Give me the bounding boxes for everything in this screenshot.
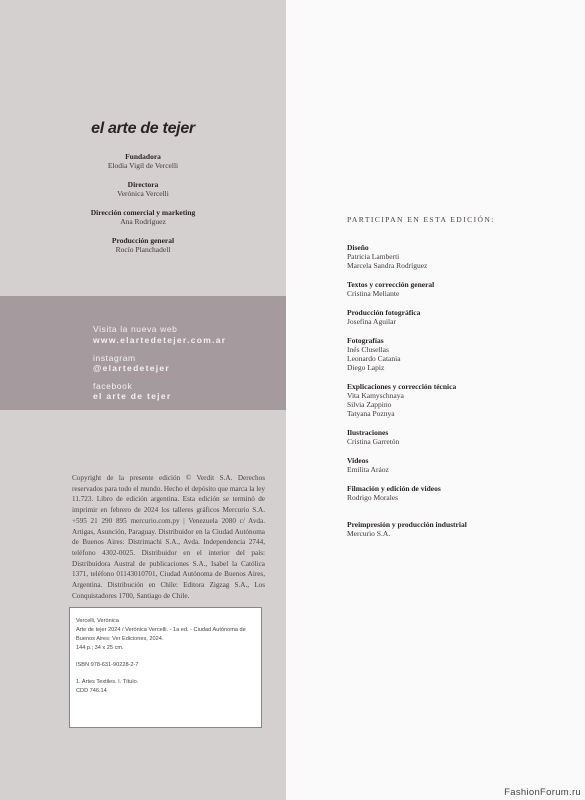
- watermark: FashionForum.ru: [504, 787, 581, 798]
- credit-name: Cristina Meliante: [347, 289, 400, 298]
- credit-group: [347, 456, 547, 474]
- staff-name: Ana Rodríguez: [120, 217, 166, 226]
- credit-name: Diego Lapiz: [347, 363, 385, 372]
- staff-role: Fundadora: [125, 152, 161, 161]
- instagram-handle[interactable]: @elartedetejer: [93, 363, 171, 373]
- catalog-line: Arte de tejer 2024 / Verónica Vercelli. - 1a ed. - Ciudad Autónoma de: [76, 627, 246, 633]
- staff-role: Directora: [127, 180, 159, 189]
- credit-name: Inés Clusellas: [347, 345, 389, 354]
- credit-group: [347, 428, 547, 446]
- credit-name: Silvia Zappino: [347, 400, 392, 409]
- staff-role: Producción general: [111, 236, 175, 245]
- credit-name: Josefina Aguilar: [347, 317, 396, 326]
- catalog-line: Buenos Aires: Ver Ediciones, 2024.: [76, 636, 164, 642]
- staff-group: [0, 236, 286, 254]
- credit-group: [347, 280, 547, 298]
- catalog-line: Vercelli, Verónica: [76, 618, 119, 624]
- staff-group: [0, 180, 286, 198]
- credit-role: Explicaciones y corrección técnica: [347, 382, 457, 391]
- web-label: Visita la nueva web: [93, 324, 178, 334]
- credit-name: Vita Kamyschnaya: [347, 391, 404, 400]
- credit-group: [347, 308, 547, 326]
- credit-role: Producción fotográfica: [347, 308, 421, 317]
- isbn: ISBN 978-631-90228-2-7: [76, 662, 139, 668]
- credit-group: [347, 243, 547, 270]
- credit-name: Emilita Aráoz: [347, 465, 389, 474]
- credit-role: Filmación y edición de videos: [347, 484, 441, 493]
- credit-name: Leonardo Catania: [347, 354, 401, 363]
- credit-role: Videos: [347, 456, 369, 465]
- catalog-card: [69, 607, 262, 728]
- credit-role: Textos y corrección general: [347, 280, 435, 289]
- credit-group: [347, 336, 547, 372]
- magazine-logo: el arte de tejer: [91, 120, 195, 137]
- credit-role: Preimpresión y producción industrial: [347, 520, 467, 529]
- facebook-name[interactable]: el arte de tejer: [93, 391, 172, 401]
- credits-list: [347, 243, 547, 548]
- facebook-label: facebook: [93, 381, 133, 391]
- participants-title: PARTICIPAN EN ESTA EDICIÓN:: [347, 215, 495, 224]
- left-panel: [0, 0, 286, 800]
- credit-group: [347, 520, 547, 538]
- credit-name: Marcela Sandra Rodríguez: [347, 261, 428, 270]
- staff-name: Elodia Vigil de Vercelli: [107, 161, 179, 170]
- credit-role: Fotografías: [347, 336, 384, 345]
- catalog-line: 1. Artes Textiles. I. Título.: [76, 679, 139, 685]
- staff-group: [0, 152, 286, 170]
- staff-group: [0, 208, 286, 226]
- credit-group: [347, 382, 547, 418]
- staff-name: Rocío Planchadell: [115, 245, 171, 254]
- social-band: [0, 296, 286, 410]
- credit-role: Ilustraciones: [347, 428, 389, 437]
- instagram-label: instagram: [93, 353, 136, 363]
- credit-name: Tatyana Poznya: [347, 409, 395, 418]
- credit-name: Rodrigo Morales: [347, 493, 399, 502]
- catalog-line: CDD 746.14: [76, 688, 107, 694]
- credit-role: Diseño: [347, 243, 369, 252]
- staff-name: Verónica Vercelli: [117, 189, 169, 198]
- credit-name: Patricia Lamberti: [347, 252, 400, 261]
- copyright-notice: Copyright de la presente edición © Verdit S.A. Derechos reservados para todo el mundo. Hecho el depósito que marca la ley 11.723. Libro de edición argentina. Esta edición se terminó de imprimir en febrero de 2024 los talleres gráficos Mercurio S.A. +595 21 290 895 mercurio.com.py | Venezuela 2080 c/ Avda. Artigas, Asunción, Paraguay. Distribuidor en la Ciudad Autónoma de Buenos Aires: Distrimachi S.A., Avda. Independencia 2744, teléfono 4302-0025. Distribuidor en el interior del país: Distribuidora Austral de publicaciones S.A., Isabel la Católica 1371, teléfono 01143010701, Ciudad Autónoma de Buenos Aires, Argentina. Distribución en Chile: Editora Zigzag S.A., Los Conquistadores 1700, Santiago de Chile.: [72, 474, 265, 600]
- credit-group: [347, 484, 547, 502]
- catalog-line: 144 p.; 34 x 25 cm.: [76, 645, 124, 651]
- web-url[interactable]: www.elartedetejer.com.ar: [93, 335, 227, 345]
- staff-list: [0, 152, 286, 264]
- credit-name: Mercurio S.A.: [347, 529, 391, 538]
- staff-role: Dirección comercial y marketing: [90, 208, 196, 217]
- credit-name: Cristina Garretón: [347, 437, 400, 446]
